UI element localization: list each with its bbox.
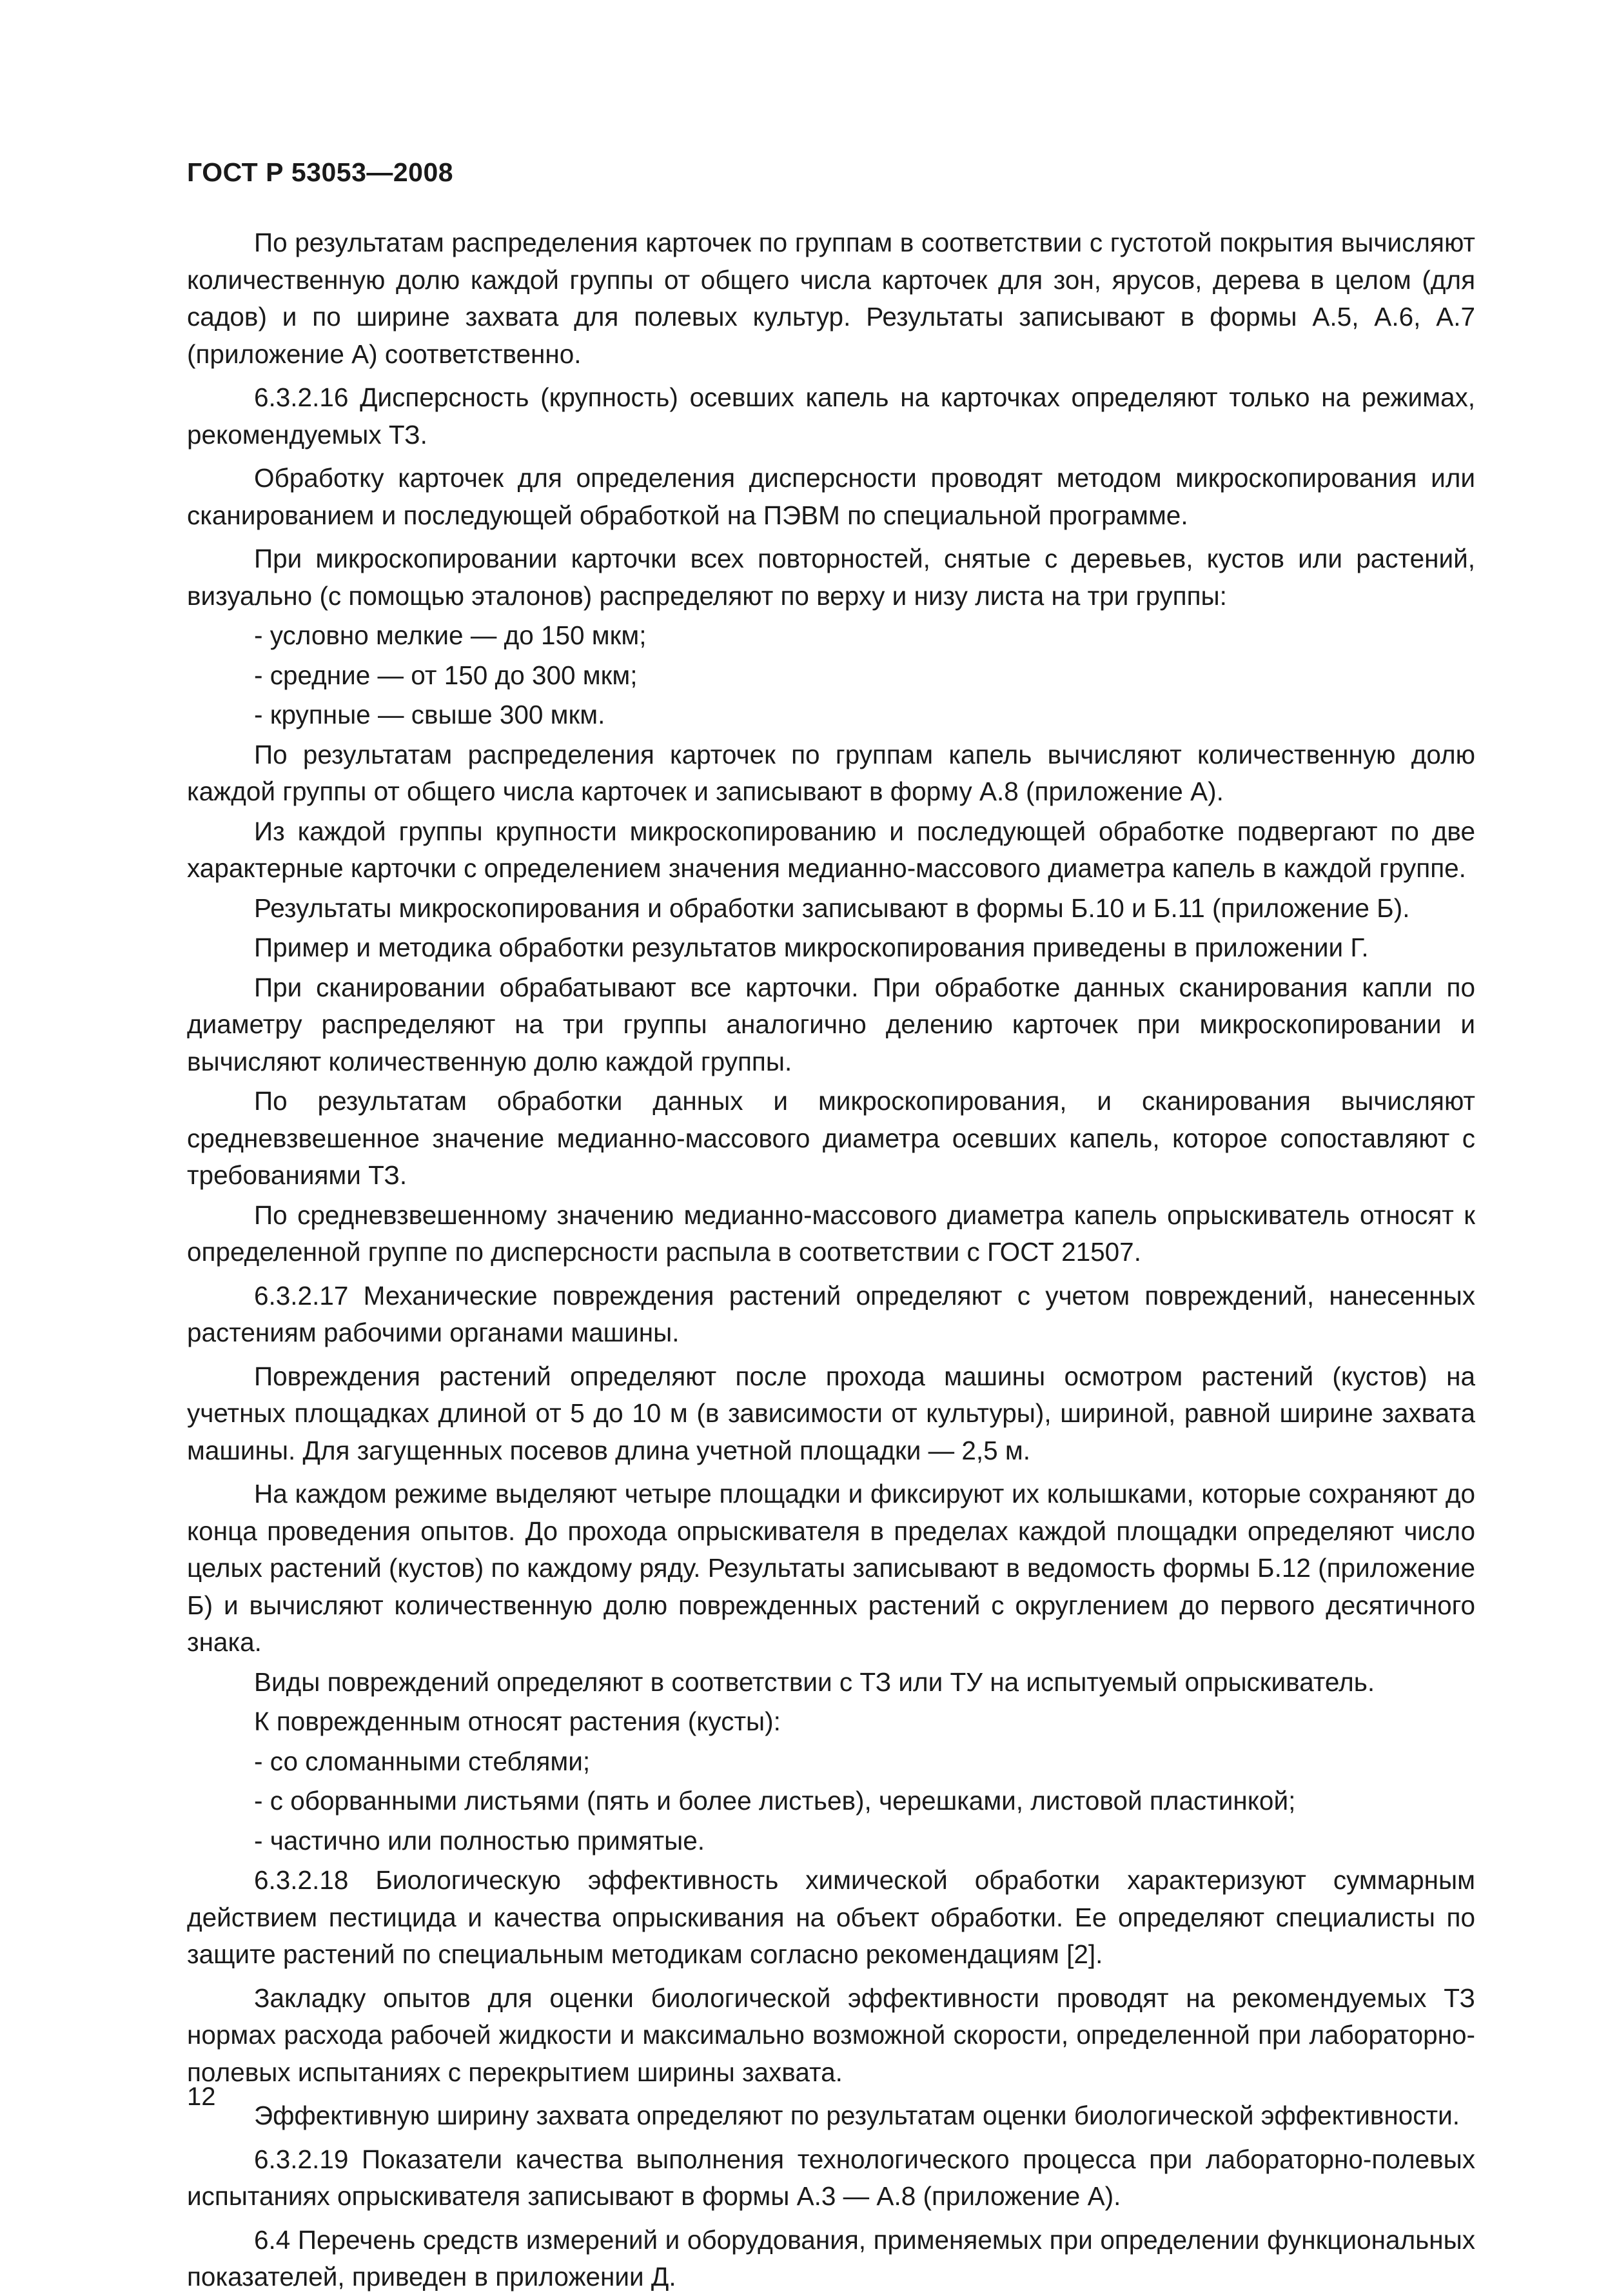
paragraph: Результаты микроскопирования и обработки записывают в формы Б.10 и Б.11 (приложение Б).: [254, 893, 1410, 923]
paragraph: 6.3.2.19 Показатели качества выполнения технологического процесса при лабораторно-полевых испытаниях опрыскивателя записывают в формы А.3 — А.8 (приложение А).: [187, 2144, 1475, 2211]
paragraph: По результатам распределения карточек по группам капель вычисляют количественную долю каждой группы от общего числа карточек и записывают в форму А.8 (приложение А).: [187, 739, 1475, 806]
paragraph: 6.3.2.16 Дисперсность (крупность) осевших капель на карточках определяют только на режимах, рекомендуемых ТЗ.: [187, 382, 1475, 450]
paragraph: 6.3.2.18 Биологическую эффективность химической обработки характеризуют суммарным действием пестицида и качества опрыскивания на объект обработки. Ее определяют специалисты по защите растений по специальным методикам согласно рекомендациям [2].: [187, 1865, 1475, 1969]
paragraph: Эффективную ширину захвата определяют по результатам оценки биологической эффективности.: [254, 2101, 1460, 2130]
paragraph: На каждом режиме выделяют четыре площадки и фиксируют их колышками, которые сохраняют до конца проведения опытов. До прохода опрыскивателя в пределах каждой площадки определяют число целых растений (кустов) по каждому ряду. Результаты записывают в ведомость формы Б.12 (приложение Б) и вычисляют количественную долю поврежденных растений с округлением до первого десятичного знака.: [187, 1479, 1475, 1657]
paragraph: Виды повреждений определяют в соответствии с ТЗ или ТУ на испытуемый опрыскиватель.: [254, 1667, 1375, 1697]
paragraph: 6.4 Перечень средств измерений и оборудования, применяемых при определении функциональных показателей, приведен в приложении Д.: [187, 2224, 1475, 2291]
paragraph: Из каждой группы крупности микроскопированию и последующей обработке подвергают по две характерные карточки с определением значения медианно-массового диаметра капель в каждой группе.: [187, 816, 1475, 883]
list-item: - крупные — свыше 300 мкм.: [254, 700, 605, 729]
paragraph: Повреждения растений определяют после прохода машины осмотром растений (кустов) на учетных площадках длиной от 5 до 10 м (в зависимости от культуры), шириной, равной ширине захвата машины. Для загущенных посевов длина учетной площадки — 2,5 м.: [187, 1361, 1475, 1465]
paragraph: При сканировании обрабатывают все карточки. При обработке данных сканирования капли по диаметру распределяют на три группы аналогично делению карточек при микроскопировании и вычисляют количественную долю каждой группы.: [187, 972, 1475, 1076]
list-item: - условно мелкие — до 150 мкм;: [254, 620, 647, 650]
paragraph: При микроскопировании карточки всех повторностей, снятые с деревьев, кустов или растений, визуально (с помощью эталонов) распределяют по верху и низу листа на три группы:: [187, 544, 1475, 611]
list-item: - со сломанными стеблями;: [254, 1746, 591, 1776]
paragraph: К поврежденным относят растения (кусты):: [254, 1707, 781, 1736]
paragraph: Закладку опытов для оценки биологической эффективности проводят на рекомендуемых ТЗ нормах расхода рабочей жидкости и максимально возможной скорости, определенной при лабораторно-полевых испытаниях с перекрытием ширины захвата.: [187, 1983, 1475, 2087]
document-header: ГОСТ Р 53053—2008: [187, 157, 454, 187]
paragraph: Обработку карточек для определения дисперсности проводят методом микроскопирования или сканированием и последующей обработкой на ПЭВМ по специальной программе.: [187, 463, 1475, 530]
list-item: - средние — от 150 до 300 мкм;: [254, 660, 638, 690]
document-body: [187, 224, 1475, 2296]
page-number: 12: [187, 2083, 216, 2111]
list-item: - частично или полностью примятые.: [254, 1825, 705, 1856]
paragraph: По средневзвешенному значению медианно-массового диаметра капель опрыскиватель относят к определенной группе по дисперсности распыла в соответствии с ГОСТ 21507.: [187, 1200, 1475, 1267]
paragraph: Пример и методика обработки результатов микроскопирования приведены в приложении Г.: [254, 933, 1369, 962]
list-item: - с оборванными листьями (пять и более листьев), черешками, листовой пластинкой;: [254, 1786, 1296, 1816]
paragraph: По результатам распределения карточек по группам в соответствии с густотой покрытия вычисляют количественную долю каждой группы от общего числа карточек для зон, ярусов, дерева в целом (для садов) и по ширине захвата для полевых культур. Результаты записывают в формы А.5, А.6, А.7 (приложение А) соответственно.: [187, 228, 1475, 369]
paragraph: 6.3.2.17 Механические повреждения растений определяют с учетом повреждений, нанесенных растениям рабочими органами машины.: [187, 1280, 1475, 1347]
paragraph: По результатам обработки данных и микроскопирования, и сканирования вычисляют средневзвешенное значение медианно-массового диаметра осевших капель, которое сопоставляют с требованиями ТЗ.: [187, 1086, 1475, 1190]
